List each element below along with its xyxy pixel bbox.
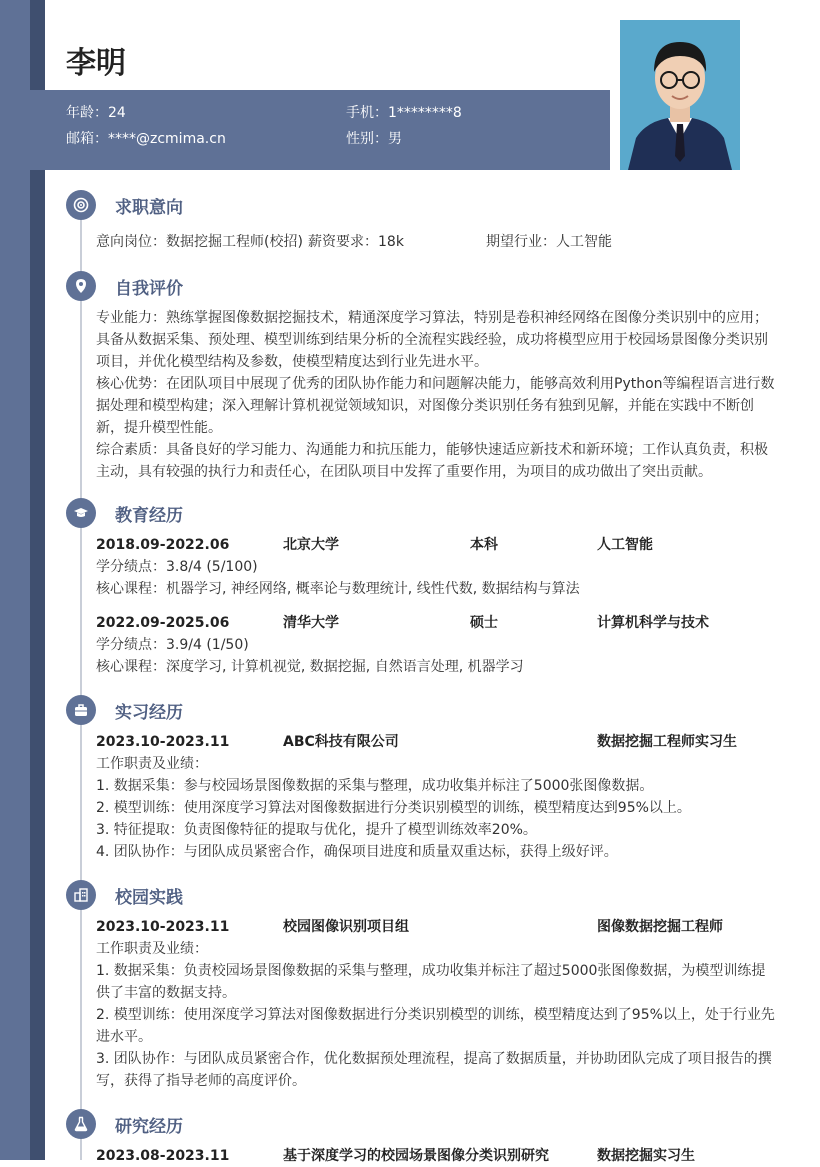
section-title: 实习经历 xyxy=(115,703,183,723)
gender-label: 性别： xyxy=(346,131,388,147)
research-date: 2023.08-2023.11 xyxy=(96,1148,230,1164)
email-label: 邮箱： xyxy=(66,131,108,147)
left-decor-bar-dark xyxy=(30,170,45,1160)
intent-industry: 期望行业：人工智能 xyxy=(486,234,612,250)
education-entry-header xyxy=(96,612,776,634)
duty-item: 3. 特征提取：负责图像特征的提取与优化，提升了模型训练效率20%。 xyxy=(96,822,537,838)
phone-value: 1********8 xyxy=(388,105,462,121)
section-title: 校园实践 xyxy=(115,888,183,908)
research-header xyxy=(96,1145,776,1167)
self-eval-paragraph: 综合素质：具备良好的学习能力、沟通能力和抗压能力，能够快速适应新技术和新环境；工作认真负责，积极主动，具有较强的执行力和责任心，在团队项目中发挥了重要作用，为项目的成功做出了突出贡献。 xyxy=(96,442,768,480)
age-value: 24 xyxy=(108,105,126,121)
candidate-name: 李明 xyxy=(66,46,126,81)
phone-field xyxy=(346,102,462,122)
location-pin-icon xyxy=(66,271,96,301)
section-title: 求职意向 xyxy=(115,198,183,218)
edu-school: 北京大学 xyxy=(283,537,339,553)
intent-salary: 薪资要求：18k xyxy=(308,234,404,250)
gender-field xyxy=(346,128,402,148)
age-label: 年龄： xyxy=(66,105,108,121)
edu-degree: 本科 xyxy=(470,537,498,553)
intern-date: 2023.10-2023.11 xyxy=(96,734,230,750)
duty-item: 1. 数据采集：参与校园场景图像数据的采集与整理，成功收集并标注了5000张图像数据。 xyxy=(96,778,654,794)
gender-value: 男 xyxy=(388,131,402,147)
section-title: 自我评价 xyxy=(115,279,183,299)
section-education xyxy=(66,498,776,678)
left-decor-bar-dark-top xyxy=(30,0,45,90)
briefcase-icon xyxy=(66,695,96,725)
duty-item: 3. 团队协作：与团队成员紧密合作，优化数据预处理流程，提高了数据质量，并协助团队完成了项目报告的撰写，获得了指导老师的高度评价。 xyxy=(96,1051,772,1089)
internship-header xyxy=(96,731,776,753)
campus-role: 图像数据挖掘工程师 xyxy=(597,919,723,935)
contact-info-band xyxy=(30,90,610,170)
target-icon xyxy=(66,190,96,220)
duty-item: 2. 模型训练：使用深度学习算法对图像数据进行分类识别模型的训练，模型精度达到95%以上。 xyxy=(96,800,691,816)
edu-date: 2018.09-2022.06 xyxy=(96,537,230,553)
edu-major: 计算机科学与技术 xyxy=(597,615,709,631)
building-icon xyxy=(66,880,96,910)
campus-date: 2023.10-2023.11 xyxy=(96,919,230,935)
left-decor-bar xyxy=(0,0,30,1160)
self-eval-paragraph: 核心优势：在团队项目中展现了优秀的团队协作能力和问题解决能力，能够高效利用Python等编程语言进行数据处理和模型构建；深入理解计算机视觉领域知识，对图像分类识别任务有独到见解，并能在实践中不断创新，提升模型性能。 xyxy=(96,376,775,436)
research-role: 数据挖掘实习生 xyxy=(597,1148,695,1164)
duties-label: 工作职责及业绩： xyxy=(96,756,208,772)
campus-org: 校园图像识别项目组 xyxy=(283,919,409,935)
intern-role: 数据挖掘工程师实习生 xyxy=(597,734,737,750)
email-field xyxy=(66,128,226,148)
section-internship xyxy=(66,695,776,863)
edu-degree: 硕士 xyxy=(470,615,498,631)
education-entry-header xyxy=(96,534,776,556)
duty-item: 2. 模型训练：使用深度学习算法对图像数据进行分类识别模型的训练，模型精度达到了95%以上，处于行业先进水平。 xyxy=(96,1007,775,1045)
phone-label: 手机： xyxy=(346,105,388,121)
flask-icon xyxy=(66,1109,96,1139)
duties-label: 工作职责及业绩： xyxy=(96,941,208,957)
research-topic: 基于深度学习的校园场景图像分类识别研究 xyxy=(283,1148,549,1164)
edu-date: 2022.09-2025.06 xyxy=(96,615,230,631)
profile-photo xyxy=(620,20,740,170)
campus-header xyxy=(96,916,776,938)
duty-item: 4. 团队协作：与团队成员紧密合作，确保项目进度和质量双重达标，获得上级好评。 xyxy=(96,844,618,860)
section-campus-practice xyxy=(66,880,776,1092)
edu-major: 人工智能 xyxy=(597,537,653,553)
age-field xyxy=(66,102,126,122)
section-self-evaluation xyxy=(66,271,776,483)
email-value: ****@zcmima.cn xyxy=(108,131,226,147)
intern-company: ABC科技有限公司 xyxy=(283,734,399,750)
edu-gpa: 学分绩点：3.9/4 (1/50) xyxy=(96,637,249,653)
intent-position: 意向岗位：数据挖掘工程师(校招) xyxy=(96,234,303,250)
self-eval-paragraph: 专业能力：熟练掌握图像数据挖掘技术，精通深度学习算法，特别是卷积神经网络在图像分类识别中的应用；具备从数据采集、预处理、模型训练到结果分析的全流程实践经验，成功将模型应用于校园场景图像分类识别项目，并优化模型结构及参数，使模型精度达到行业先进水平。 xyxy=(96,310,768,370)
section-title: 教育经历 xyxy=(115,506,183,526)
edu-courses: 核心课程：机器学习, 神经网络, 概率论与数理统计, 线性代数, 数据结构与算法 xyxy=(96,581,580,597)
section-title: 研究经历 xyxy=(115,1117,183,1137)
duty-item: 1. 数据采集：负责校园场景图像数据的采集与整理，成功收集并标注了超过5000张图像数据，为模型训练提供了丰富的数据支持。 xyxy=(96,963,766,1001)
edu-gpa: 学分绩点：3.8/4 (5/100) xyxy=(96,559,258,575)
section-research xyxy=(66,1109,776,1167)
edu-courses: 核心课程：深度学习, 计算机视觉, 数据挖掘, 自然语言处理, 机器学习 xyxy=(96,659,524,675)
graduation-cap-icon xyxy=(66,498,96,528)
section-job-intent xyxy=(66,190,776,253)
edu-school: 清华大学 xyxy=(283,615,339,631)
